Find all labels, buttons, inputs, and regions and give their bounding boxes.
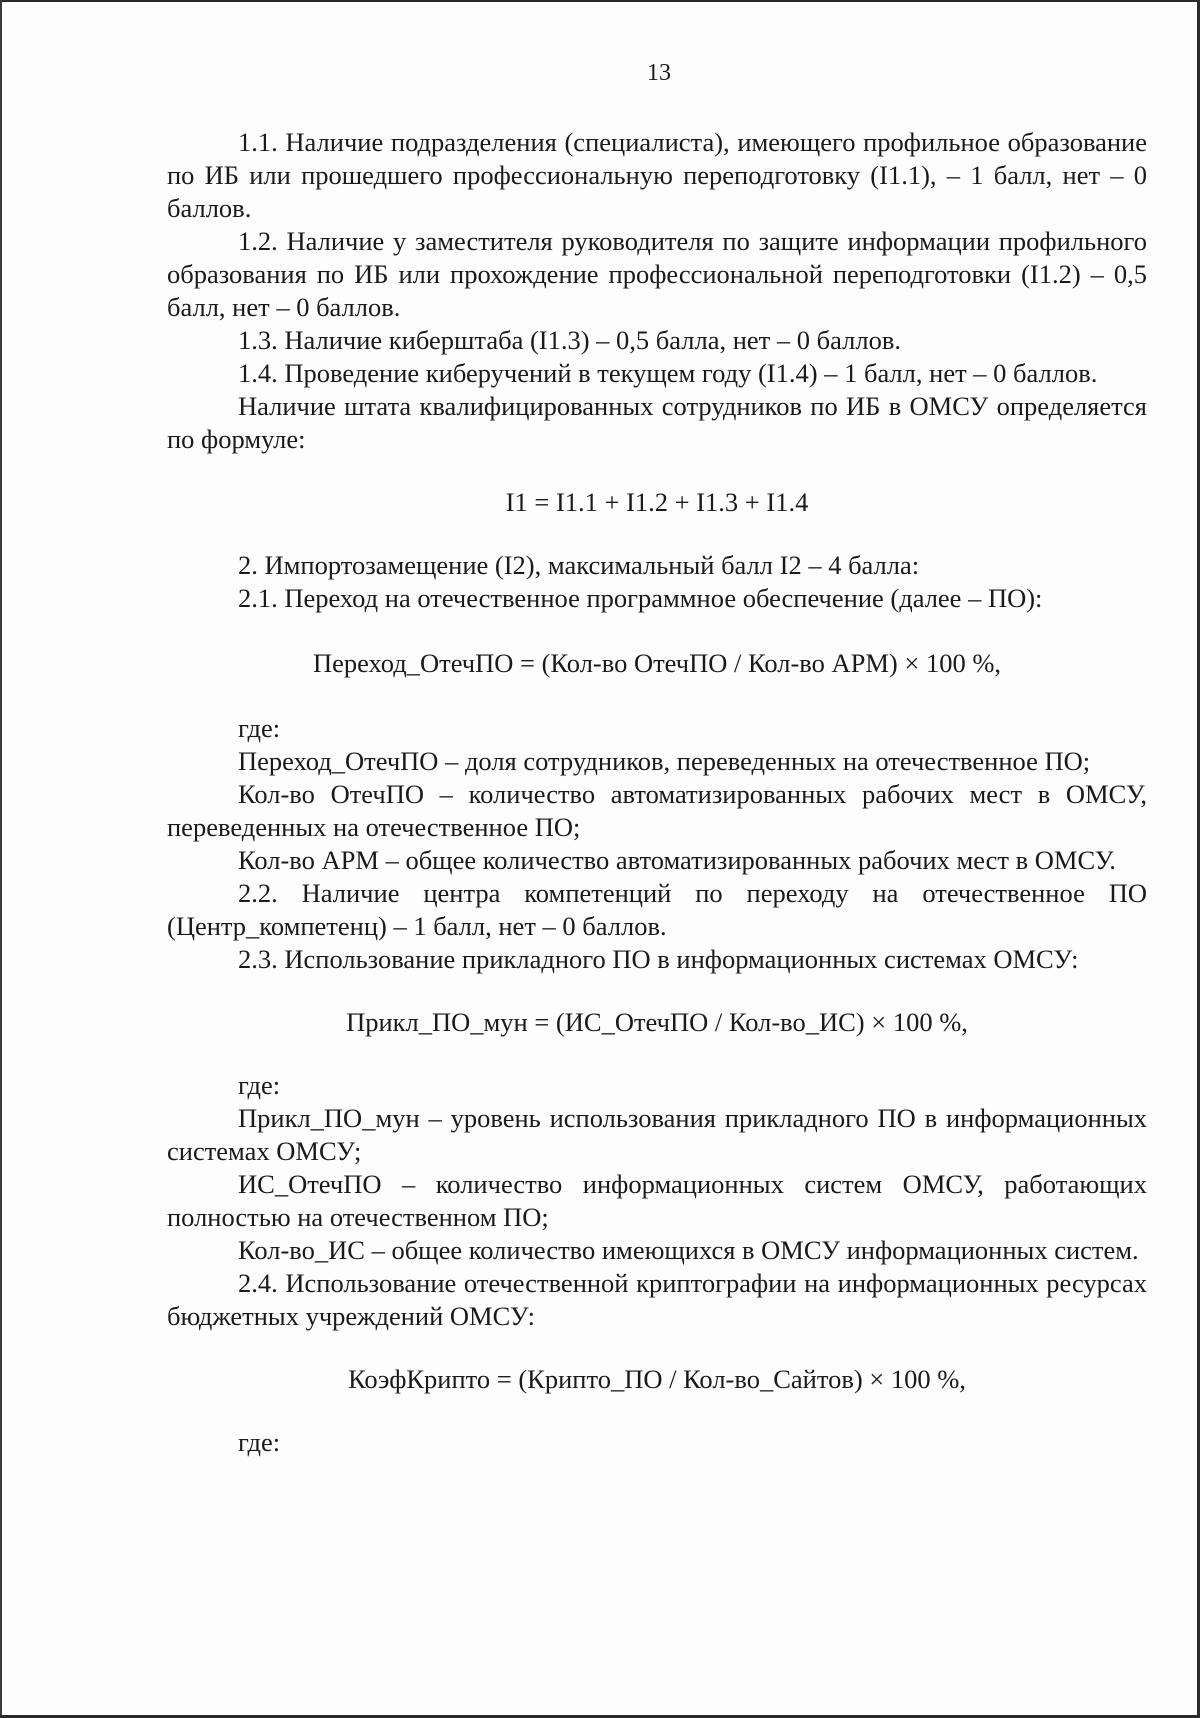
- scan-edge-top: [0, 0, 1200, 2]
- definition-is-otech: ИС_ОтечПО – количество информационных систем ОМСУ, работающих полностью на отечественном ПО;: [167, 1169, 1147, 1232]
- where-label-1: где:: [238, 713, 281, 743]
- definition-kol-is: Кол-во_ИС – общее количество имеющихся в ОМСУ информационных систем.: [238, 1235, 1139, 1265]
- page-number: 13: [647, 60, 671, 86]
- paragraph-staff: Наличие штата квалифицированных сотрудников по ИБ в ОМСУ определяется по формуле:: [167, 391, 1147, 454]
- paragraph-1-3: 1.3. Наличие киберштаба (I1.3) – 0,5 балла, нет – 0 баллов.: [238, 325, 901, 355]
- paragraph-2: 2. Импортозамещение (I2), максимальный балл I2 – 4 балла:: [238, 550, 920, 580]
- paragraph-1-2: 1.2. Наличие у заместителя руководителя по защите информации профильного образования по ИБ или прохождение профессиональной переподготовки (I1.2) – 0,5 балл, нет – 0 баллов.: [167, 226, 1147, 322]
- definition-kol-otech: Кол-во ОтечПО – количество автоматизированных рабочих мест в ОМСУ, переведенных на отечественное ПО;: [167, 779, 1147, 842]
- formula-perehod: Переход_ОтечПО = (Кол-во ОтечПО / Кол-во АРМ) × 100 %,: [312, 648, 1002, 678]
- paragraph-2-3: 2.3. Использование прикладного ПО в информационных системах ОМСУ:: [238, 944, 1079, 974]
- paragraph-1-1: 1.1. Наличие подразделения (специалиста), имеющего профильное образование по ИБ или прошедшего профессиональную переподготовку (I1.1), – 1 балл, нет – 0 баллов.: [167, 127, 1147, 223]
- paragraph-2-2: 2.2. Наличие центра компетенций по переходу на отечественное ПО (Центр_компетенц) – 1 балл, нет – 0 баллов.: [167, 878, 1147, 941]
- definition-kol-arm: Кол-во АРМ – общее количество автоматизированных рабочих мест в ОМСУ.: [238, 845, 1116, 875]
- formula-i1: I1 = I1.1 + I1.2 + I1.3 + I1.4: [505, 487, 809, 517]
- formula-krypto: КоэфКрипто = (Крипто_ПО / Кол-во_Сайтов) × 100 %,: [348, 1364, 966, 1394]
- where-label-2: где:: [238, 1070, 281, 1100]
- paragraph-2-1: 2.1. Переход на отечественное программное обеспечение (далее – ПО):: [238, 583, 1043, 613]
- paragraph-2-4: 2.4. Использование отечественной криптографии на информационных ресурсах бюджетных учреждений ОМСУ:: [167, 1268, 1147, 1331]
- scan-edge-left: [0, 0, 2, 1718]
- formula-prikl: Прикл_ПО_мун = (ИС_ОтечПО / Кол-во_ИС) × 100 %,: [346, 1007, 968, 1037]
- document-body: [167, 126, 1147, 1459]
- where-label-3: где:: [238, 1427, 281, 1457]
- definition-perehod: Переход_ОтечПО – доля сотрудников, переведенных на отечественное ПО;: [238, 746, 1091, 776]
- definition-prikl: Прикл_ПО_мун – уровень использования прикладного ПО в информационных системах ОМСУ;: [167, 1103, 1147, 1166]
- paragraph-1-4: 1.4. Проведение киберучений в текущем году (I1.4) – 1 балл, нет – 0 баллов.: [238, 358, 1098, 388]
